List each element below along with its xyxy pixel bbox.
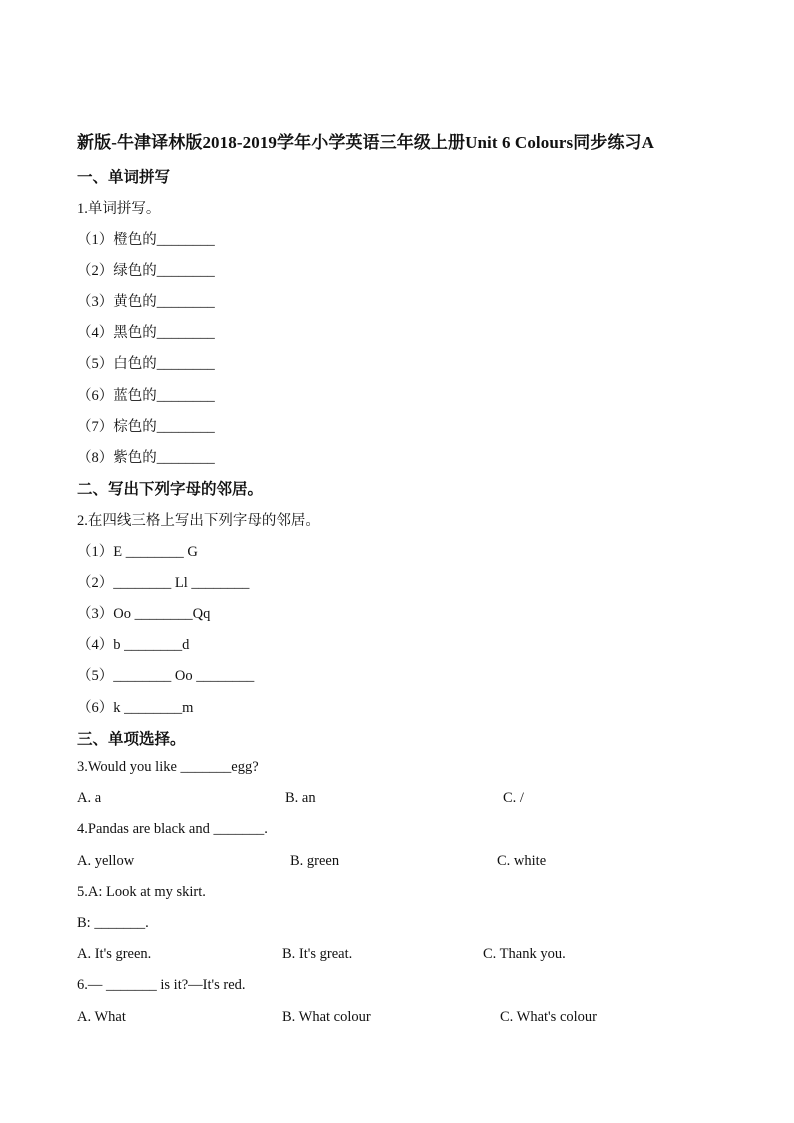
question-3-option-b: B. an bbox=[285, 790, 316, 806]
question-2-item: （5）________ Oo ________ bbox=[77, 668, 255, 684]
question-1-item: （1）橙色的________ bbox=[77, 232, 215, 248]
question-5-option-b: B. It's great. bbox=[282, 946, 353, 962]
question-5-option-c: C. Thank you. bbox=[483, 946, 566, 962]
question-4-option-c: C. white bbox=[497, 853, 547, 869]
question-4-option-a: A. yellow bbox=[77, 853, 135, 869]
section-heading-choice: 三、单项选择。 bbox=[77, 731, 186, 748]
question-2-item: （2）________ Ll ________ bbox=[77, 575, 250, 591]
question-3-stem: 3.Would you like _______egg? bbox=[77, 759, 259, 775]
question-4-option-b: B. green bbox=[290, 853, 340, 869]
question-1-item: （2）绿色的________ bbox=[77, 263, 215, 279]
question-4-stem: 4.Pandas are black and _______. bbox=[77, 821, 268, 837]
question-2-item: （4）b ________d bbox=[77, 637, 190, 653]
question-6-option-b: B. What colour bbox=[282, 1009, 371, 1025]
question-5-stem-b: B: _______. bbox=[77, 915, 149, 931]
question-1-item: （4）黑色的________ bbox=[77, 325, 215, 341]
question-6-option-a: A. What bbox=[77, 1009, 126, 1025]
question-2-item: （6）k ________m bbox=[77, 700, 194, 716]
worksheet-title: 新版-牛津译林版2018-2019学年小学英语三年级上册Unit 6 Colours同步练习A bbox=[77, 133, 655, 152]
question-1-stem: 1.单词拼写。 bbox=[77, 201, 161, 217]
question-2-stem: 2.在四线三格上写出下列字母的邻居。 bbox=[77, 513, 320, 529]
section-heading-spelling: 一、单词拼写 bbox=[77, 169, 171, 186]
question-5-option-a: A. It's green. bbox=[77, 946, 152, 962]
section-heading-letters: 二、写出下列字母的邻居。 bbox=[77, 481, 264, 498]
question-3-option-c: C. / bbox=[503, 790, 524, 806]
question-1-item: （7）棕色的________ bbox=[77, 419, 215, 435]
question-3-option-a: A. a bbox=[77, 790, 102, 806]
question-1-item: （5）白色的________ bbox=[77, 356, 215, 372]
question-1-item: （6）蓝色的________ bbox=[77, 388, 215, 404]
question-6-option-c: C. What's colour bbox=[500, 1009, 597, 1025]
question-1-item: （3）黄色的________ bbox=[77, 294, 215, 310]
question-2-item: （3）Oo ________Qq bbox=[77, 606, 211, 622]
question-6-stem: 6.— _______ is it?—It's red. bbox=[77, 977, 246, 993]
question-2-item: （1）E ________ G bbox=[77, 544, 198, 560]
question-5-stem: 5.A: Look at my skirt. bbox=[77, 884, 206, 900]
question-1-item: （8）紫色的________ bbox=[77, 450, 215, 466]
